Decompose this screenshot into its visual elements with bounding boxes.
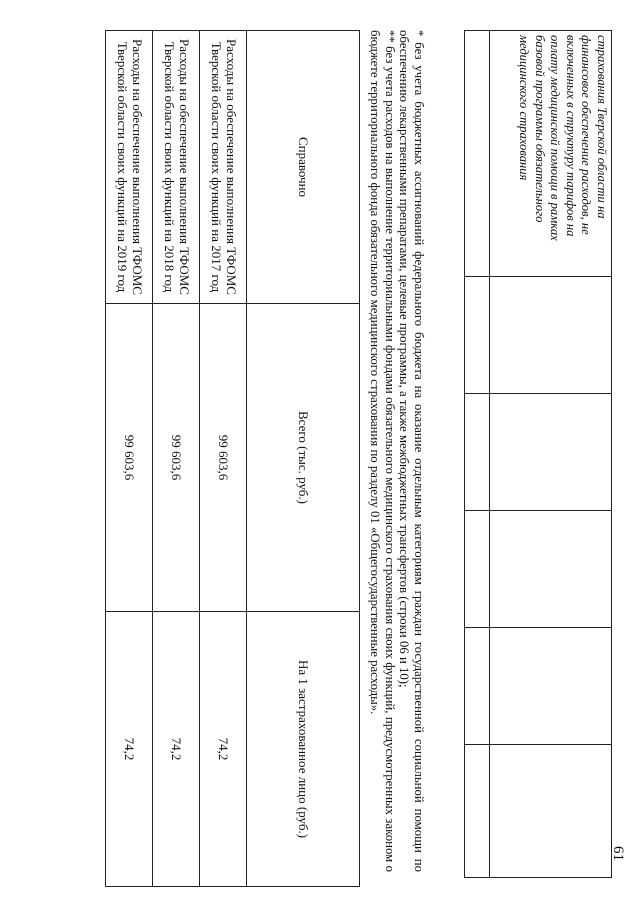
table-row bbox=[153, 31, 200, 887]
table-header-row bbox=[247, 31, 360, 887]
empty-cell bbox=[465, 628, 490, 745]
header-total: Всего (тыс. руб.) bbox=[247, 304, 360, 612]
empty-cell bbox=[465, 394, 490, 511]
empty-cell bbox=[465, 511, 490, 628]
empty-cell bbox=[490, 277, 612, 394]
header-per-person: На 1 застрахованное лицо (руб.) bbox=[247, 612, 360, 887]
upper-row-label: страхования Тверской области на финансовое обеспечение расходов, не включенных в структуру тарифов на оплату медицинской помощи в рамках базовой программы обязательного медицинского страхования bbox=[490, 31, 612, 277]
table-row bbox=[200, 31, 247, 887]
footnote-1: * без учета бюджетных ассигнований федерального бюджета на оказание отдельным категориям граждан государственной социальной помощи по обеспечению лекарственными препаратами, целевые программы, а также межбюджетных трансфертов (строки 06 и 10); bbox=[397, 30, 426, 872]
row-per-person: 74,2 bbox=[106, 612, 153, 887]
row-total: 99 603,6 bbox=[200, 304, 247, 612]
reference-table bbox=[105, 30, 360, 887]
empty-cell bbox=[465, 277, 490, 394]
row-total: 99 603,6 bbox=[153, 304, 200, 612]
page-number: 61 bbox=[610, 846, 626, 861]
row-label: Расходы на обеспечение выполнения ТФОМС Тверской области своих функций на 2018 год bbox=[153, 31, 200, 304]
empty-cell bbox=[465, 745, 490, 878]
empty-cell bbox=[490, 511, 612, 628]
upper-table-fragment bbox=[464, 30, 612, 878]
row-per-person: 74,2 bbox=[200, 612, 247, 887]
row-per-person: 74,2 bbox=[153, 612, 200, 887]
empty-cell bbox=[490, 745, 612, 878]
empty-cell bbox=[465, 31, 490, 277]
row-total: 99 603,6 bbox=[106, 304, 153, 612]
row-label: Расходы на обеспечение выполнения ТФОМС Тверской области своих функций на 2017 год bbox=[200, 31, 247, 304]
table-row bbox=[490, 31, 612, 878]
table-row bbox=[465, 31, 490, 878]
table-row bbox=[106, 31, 153, 887]
row-label: Расходы на обеспечение выполнения ТФОМС Тверской области своих функций на 2019 год bbox=[106, 31, 153, 304]
empty-cell bbox=[490, 394, 612, 511]
empty-cell bbox=[490, 628, 612, 745]
footnote-2: ** без учета расходов на выполнение территориальными фондами обязательного медицинского страхования своих функций, предусмотренных законом о бюджете территориального фонда обязательного медицинского страхования по разделу 01 «Общегосударственные расходы». bbox=[368, 30, 397, 872]
footnotes bbox=[368, 30, 426, 872]
header-reference: Справочно bbox=[247, 31, 360, 304]
